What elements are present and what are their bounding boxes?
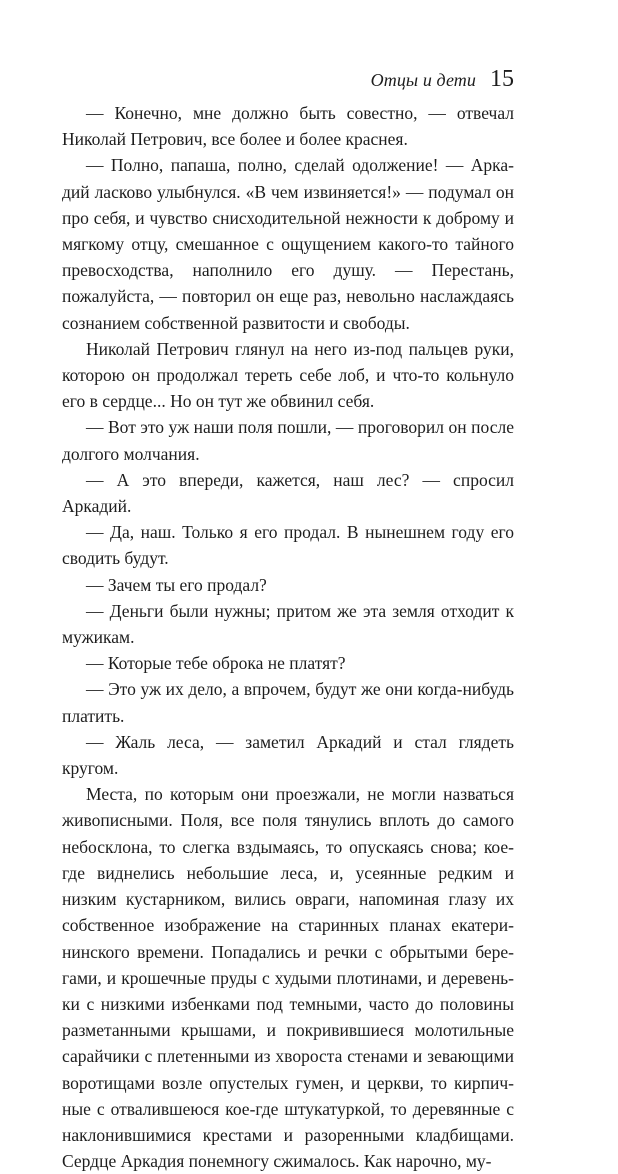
paragraph: — Жаль леса, — заметил Аркадий и стал глядеть кругом. bbox=[62, 731, 514, 779]
paragraph: — Конечно, мне должно быть совестно, — отвечал Николай Петрович, все более и более краснея. bbox=[62, 103, 514, 150]
paragraph: — Да, наш. Только я его продал. В нынешнем году его сводить будут. bbox=[62, 522, 514, 569]
paragraph: — Вот это уж наши поля пошли, — проговорил он после долгого молчания. bbox=[62, 417, 514, 464]
body-text bbox=[62, 100, 514, 1174]
paragraph: Николай Петрович глянул на него из-под пальцев руки, которою он продолжал тереть себе лоб, и что-то кольнуло его в сердце... Но он тут же обвинил себя. bbox=[62, 338, 514, 412]
paragraph: — Зачем ты его продал? bbox=[86, 574, 267, 595]
paragraph: — Полно, папаша, полно, сделай одолжение! — Аркадий ласково улыбнулся. «В чем извиняется!» — подумал он про себя, и чувство снисходительной нежности к доброму и мягкому отцу, смешанное с ощущением какого-то тайного превосходства, наполнило его душу. — Перестань, пожалуйста, — повторил он еще раз, невольно наслаждаясь сознанием собственной развитости и свободы. bbox=[62, 155, 514, 333]
paragraph: — А это впереди, кажется, наш лес? — спросил Аркадий. bbox=[62, 469, 514, 517]
page-number: 15 bbox=[490, 66, 514, 92]
paragraph: Места, по которым они проезжали, не могли назваться живописными. Поля, все поля тянулись вплоть до самого небосклона, то слегка вздымаясь, то опускаясь снова; кое-где виднелись небольшие леса, и, усеянные редким и низким кустарником, вились овраги, напоминая глазу их собственное изображение на старинных планах екатерининского времени. Попадались и речки с обрытыми берегами, и крошечные пруды с худыми плотинами, и деревеньки с низкими избенками под темными, часто до половины разметанными крышами, и покривившиеся молотильные сарайчики с плетенными из хвороста стенами и зевающими воротищами возле опустелых гумен, и церкви, то кирпичные с отвалившеюся кое-где штукатуркой, то деревянные с наклонившимися крестами и разоренными кладбищами. Сердце Аркадия понемногу сжималось. Как нарочно, му- bbox=[62, 784, 514, 1172]
paragraph: — Которые тебе оброка не платят? bbox=[86, 653, 346, 674]
paragraph: — Деньги были нужны; притом же эта земля отходит к мужикам. bbox=[62, 600, 514, 648]
running-title: Отцы и дети bbox=[370, 70, 476, 90]
paragraph: — Это уж их дело, а впрочем, будут же они когда-нибудь платить. bbox=[62, 679, 514, 726]
running-head bbox=[371, 66, 514, 93]
